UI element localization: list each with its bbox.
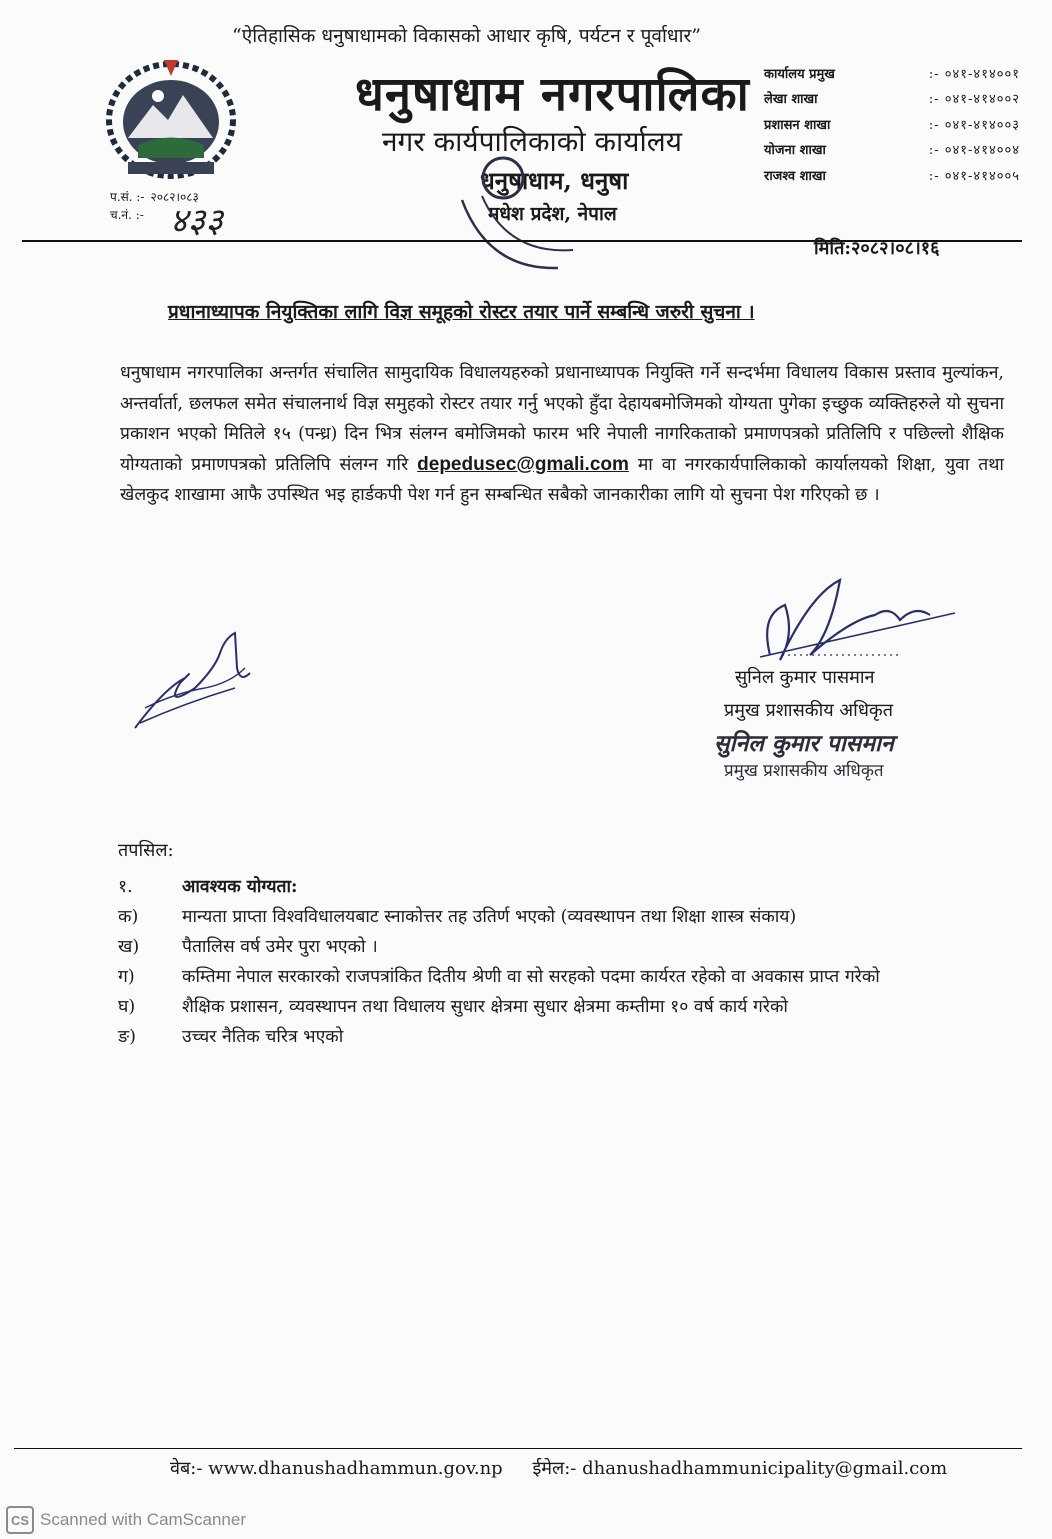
contact-dept: प्रशासन शाखा: [764, 117, 831, 133]
list-item-mark: ङ): [118, 1027, 136, 1047]
contact-phone: :- ०४१-४१४००५: [928, 168, 1020, 184]
initial-signature-icon: [125, 628, 265, 738]
stamp-title: प्रमुख प्रशासकीय अधिकृत: [724, 761, 884, 781]
signer-title: प्रमुख प्रशासकीय अधिकृत: [724, 700, 893, 721]
footer: [170, 1456, 971, 1480]
list-item-mark: क): [118, 907, 139, 927]
qualification-list: [118, 872, 1018, 1052]
list-item-mark: १.: [118, 877, 133, 897]
stamp-name: सुनिल कुमार पासमान: [714, 730, 894, 757]
list-item-text: पैतालिस वर्ष उमेर पुरा भएको ।: [182, 937, 378, 957]
contact-row: [764, 162, 1020, 188]
contact-phone: :- ०४१-४१४००२: [928, 92, 1020, 108]
list-item: [118, 1022, 1018, 1052]
contact-list: [764, 60, 1020, 188]
office-name: नगर कार्यपालिकाको कार्यालय: [382, 125, 682, 158]
contact-dept: कार्यालय प्रमुख: [764, 66, 835, 82]
list-item-text: उच्चर नैतिक चरित्र भएको: [182, 1027, 344, 1047]
contact-dept: योजना शाखा: [764, 143, 826, 159]
contact-dept: लेखा शाखा: [764, 92, 818, 108]
address-line-2: मधेश प्रदेश, नेपाल: [488, 203, 617, 225]
signer-name: सुनिल कुमार पासमान: [735, 667, 875, 688]
ref-ps-value: २०८२।०८३: [150, 190, 199, 204]
footer-email-label: ईमेल:-: [532, 1458, 577, 1479]
list-item: [118, 992, 1018, 1022]
ref-cn-value: ४३३: [170, 201, 224, 241]
list-item-mark: घ): [118, 997, 136, 1017]
footer-web-link[interactable]: www.dhanushadhammun.gov.np: [208, 1458, 503, 1479]
list-item-mark: ग): [118, 967, 135, 987]
ref-cn-label: च.नं. :-: [110, 208, 144, 222]
contact-phone: :- ०४१-४१४००३: [928, 117, 1020, 133]
footer-web-label: वेब:-: [170, 1458, 203, 1479]
contact-row: [764, 137, 1020, 163]
contact-phone: :- ०४१-४१४००१: [928, 66, 1020, 82]
notice-body: [120, 358, 1004, 511]
contact-row: [764, 86, 1020, 112]
address-line-1: धनुषाधाम, धनुषा: [480, 166, 629, 195]
list-item-text: शैक्षिक प्रशासन, व्यवस्थापन तथा विधालय सुधार क्षेत्रमा सुधार क्षेत्रमा कम्तीमा १० वर्ष कार्य गरेको: [182, 997, 788, 1017]
list-item-mark: ख): [118, 937, 140, 957]
list-item: [118, 872, 1018, 902]
camscanner-watermark: [6, 1506, 246, 1534]
ref-ps-label: प.सं. :-: [110, 190, 145, 204]
contact-row: [764, 111, 1020, 137]
municipality-name: धनुषाधाम नगरपालिका: [355, 67, 750, 122]
list-item-text: आवश्यक योग्यता:: [182, 877, 298, 897]
letter-date: मिति:२०८२।०८।१६: [814, 238, 940, 259]
round-stamp-icon: [448, 150, 598, 290]
annex-heading: तपसिल:: [118, 840, 174, 861]
list-item-text: मान्यता प्राप्ता विश्वविधालयबाट स्नाकोत्तर तह उतिर्ण भएको (व्यवस्थापन तथा शिक्षा शास्त्र संकाय): [182, 907, 797, 927]
list-item: [118, 902, 1018, 932]
camscanner-logo-icon: CS: [6, 1506, 34, 1534]
camscanner-text: Scanned with CamScanner: [40, 1510, 247, 1529]
list-item-text: कम्तिमा नेपाल सरकारको राजपत्रांकित दितीय श्रेणी वा सो सरहको पदमा कार्यरत रहेको वा अवकास प्राप्त गरेको: [182, 967, 880, 987]
body-part-1: धनुषाधाम नगरपालिका अन्तर्गत संचालित सामुदायिक विधालयहरुको प्रधानाध्यापक नियुक्ति गर्ने सन्दर्भमा विधालय विकास प्रस्ताव मुल्यांकन, अन्तर्वार्ता, छलफल समेत संचालनार्थ विज्ञ समुहको रोस्टर तयार गर्नु भएको हुँदा देहायबमोजिमको योग्यता पुगेका इच्छुक व्यक्तिहरुले यो सुचना प्रकाशन भएको मितिले १५ (पन्ध्र) दिन भित्र संलग्न बमोजिमको फारम भरि नेपाली नागरिकताको प्रमाणपत्रको प्रतिलिपि र पछिल्लो शैक्षिक योग्यताको प्रमाणपत्रको प्रतिलिपि संलग्न गरि: [120, 363, 1004, 475]
contact-phone: :- ०४१-४१४००४: [928, 143, 1020, 159]
body-part-2: मा वा नगरकार्यपालिकाको कार्यालयको शिक्षा, युवा तथा खेलकुद शाखामा आफै उपस्थित भइ हार्डकपी पेश गर्न हुन सम्बन्धित सबैको जानकारीका लागि यो सुचना पेश गरिएको छ ।: [120, 454, 1004, 505]
notice-subject: प्रधानाध्यापक नियुक्तिका लागि विज्ञ समूहको रोस्टर तयार पार्ने सम्बन्धि जरुरी सुचना ।: [168, 301, 755, 323]
list-item: [118, 962, 1018, 992]
submission-email-link[interactable]: depedusec@gmali.com: [417, 453, 629, 475]
footer-email-link[interactable]: dhanushadhammunicipality@gmail.com: [582, 1458, 948, 1479]
motto: “ऐतिहासिक धनुषाधामको विकासको आधार कृषि, पर्यटन र पूर्वाधार”: [232, 25, 701, 47]
footer-divider: [14, 1448, 1022, 1449]
list-item: [118, 932, 1018, 962]
contact-dept: राजश्व शाखा: [764, 168, 826, 184]
contact-row: [764, 60, 1020, 86]
nepal-emblem-icon: [98, 50, 244, 182]
